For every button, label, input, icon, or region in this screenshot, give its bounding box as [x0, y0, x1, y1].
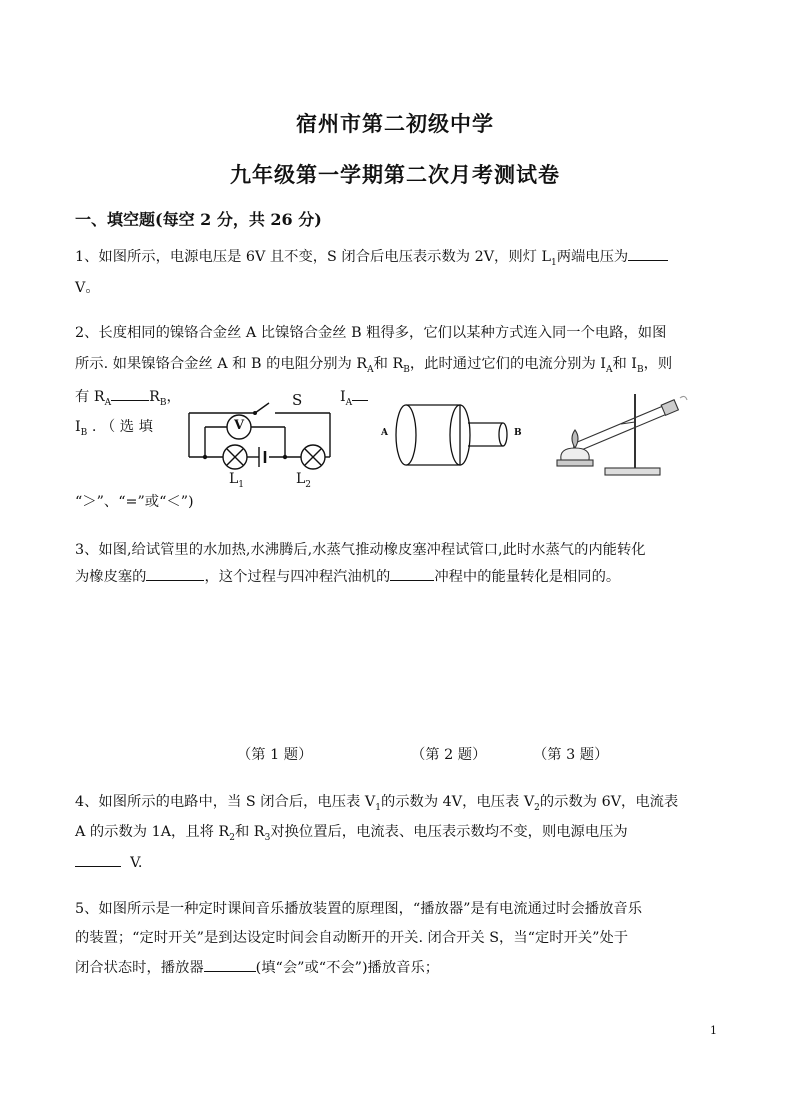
wire-label-b: B	[514, 428, 522, 438]
q3-answer-blank-1[interactable]	[146, 566, 204, 581]
section-heading: 一、填空题(每空 2 分，共 26 分)	[75, 210, 322, 229]
school-title: 宿州市第二初级中学	[296, 111, 494, 136]
voltmeter-label: V	[234, 418, 245, 433]
q1-answer-blank[interactable]	[628, 246, 668, 261]
wire-diagram	[378, 400, 518, 470]
q5-line3: 闭合状态时，播放器 (填“会”或“不会”)播放音乐；	[75, 957, 439, 978]
q2-line4: $I_B$ . （ 选 填	[75, 419, 153, 438]
lamp1-label: $L_1$	[229, 471, 245, 490]
q2-answer-blank-1[interactable]	[111, 386, 149, 401]
q3-line1: 3、如图,给试管里的水加热,水沸腾后,水蒸气推动橡皮塞冲程试管口,此时水蒸气的内能转化	[75, 542, 646, 558]
test-tube-apparatus	[545, 388, 690, 480]
q2-line2: 所示. 如果镍铬合金丝 A 和 B 的电阻分别为 $R_A$和 $R_B$，此时通过它们的电流分别为 $I_A$和 $I_B$，则	[75, 356, 673, 375]
caption-fig3: （第 3 题）	[533, 747, 609, 763]
q1-line1: 1、如图所示，电源电压是 6V 且不变，S 闭合后电压表示数为 2V，则灯 $L_1$两端电压为	[75, 246, 668, 267]
q5-answer-blank[interactable]	[204, 957, 256, 972]
q2-line1: 2、长度相同的镍铬合金丝 A 比镍铬合金丝 B 粗得多，它们以某种方式连入同一个电路，如图	[75, 325, 667, 341]
circuit-diagram	[185, 395, 335, 490]
q1-line2: V。	[75, 280, 100, 296]
lamp2-label: $L_2$	[296, 471, 312, 490]
q4-line3: V.	[75, 852, 142, 873]
page-number: 1	[710, 1024, 717, 1037]
q3-answer-blank-2[interactable]	[390, 566, 434, 581]
q5-line1: 5、如图所示是一种定时课间音乐播放装置的原理图，“播放器”是有电流通过时会播放音乐	[75, 901, 642, 917]
q4-line2: A 的示数为 1A，且将 $R_2$和 $R_3$对换位置后，电流表、电压表示数均不变，则电源电压为	[75, 824, 628, 843]
caption-fig2: （第 2 题）	[411, 747, 487, 763]
q2-line3: 有 $R_A$ $R_B$，	[75, 386, 181, 407]
q4-line1: 4、如图所示的电路中，当 S 闭合后，电压表 $V_1$的示数为 4V，电压表 $V_2$的示数为 6V，电流表	[75, 794, 679, 813]
q2-line3-right: $I_A$	[340, 386, 368, 407]
q2-line5: “＞”、“=”或“＜”)	[75, 494, 194, 510]
switch-label: S	[292, 391, 303, 409]
caption-fig1: （第 1 题）	[237, 747, 313, 763]
q3-line2: 为橡皮塞的 ，这个过程与四冲程汽油机的 冲程中的能量转化是相同的。	[75, 566, 620, 587]
q5-line2: 的装置；“定时开关”是到达设定时间会自动断开的开关. 闭合开关 S，当“定时开关”处于	[75, 930, 629, 946]
q2-answer-blank-2[interactable]	[352, 386, 368, 401]
q4-answer-blank[interactable]	[75, 852, 121, 867]
exam-title: 九年级第一学期第二次月考测试卷	[230, 162, 560, 187]
wire-label-a: A	[381, 428, 388, 438]
